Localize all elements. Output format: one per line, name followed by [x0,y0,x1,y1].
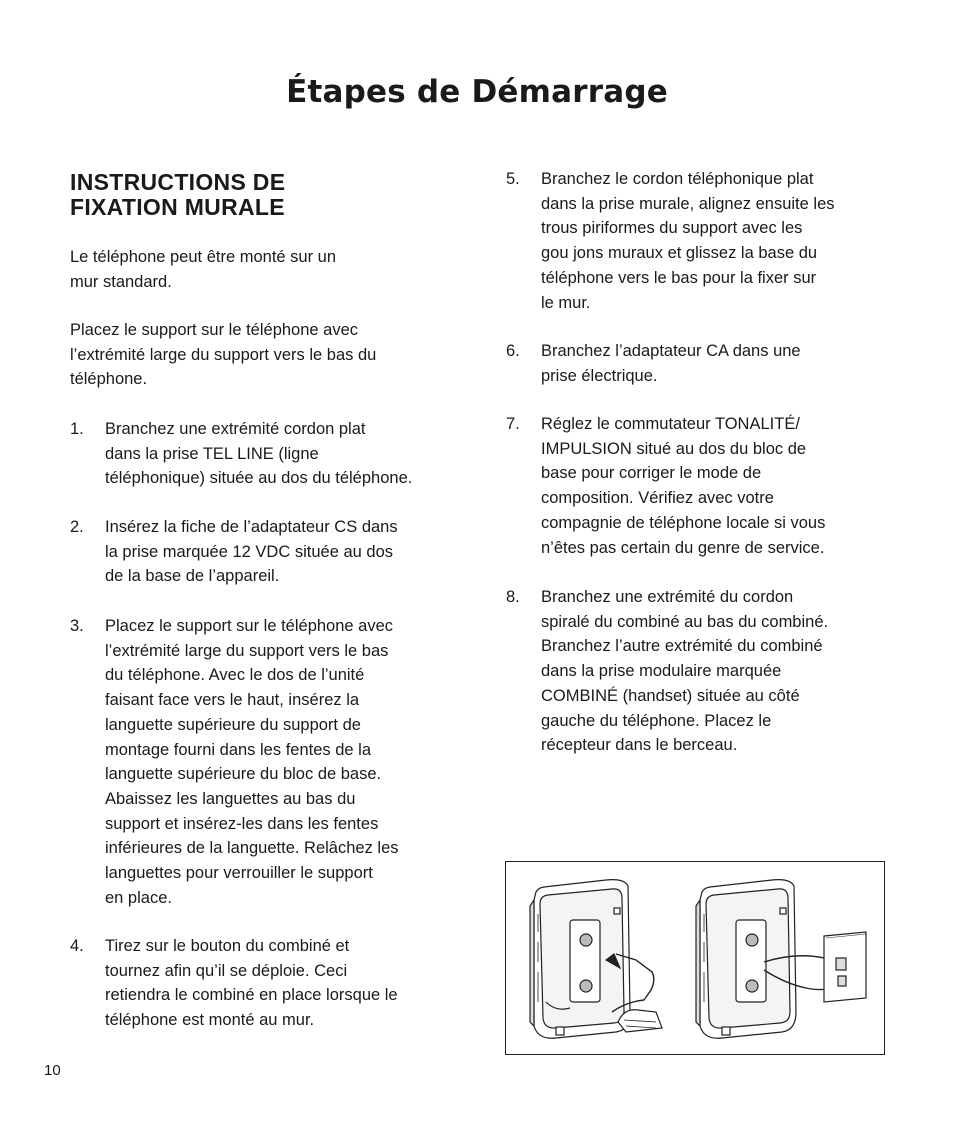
text-line: Branchez l’autre extrémité du combiné [541,637,823,656]
text-line: Branchez l’adaptateur CA dans une [541,342,801,360]
text-line: base pour corriger le mode de [541,464,762,483]
step-text [105,515,470,589]
step-text [541,585,906,758]
text-line: tournez afin qu’il se déploie. Ceci [105,961,348,980]
text-line: n’êtes pas certain du genre de service. [541,538,825,557]
step-text [105,417,470,491]
text-line: dans la prise murale, alignez ensuite les [541,194,835,213]
wall-mount-illustration [505,861,885,1055]
page-number: 10 [44,1062,61,1079]
text-line: inférieures de la languette. Relâchez les [105,839,399,858]
text-line: Tirez sur le bouton du combiné et [105,937,350,955]
step-text [105,614,470,910]
step-8 [506,585,906,758]
intro-paragraph-2 [70,318,376,392]
text-line: retiendra le combiné en place lorsque le [105,986,398,1005]
text-line: gauche du téléphone. Placez le [541,711,772,730]
text-line: languettes pour verrouiller le support [105,864,373,883]
section-heading-line: FIXATION MURALE [70,194,285,220]
text-line: languette supérieure du support de [105,715,361,734]
step-text [541,339,906,388]
text-line: la prise marquée 12 VDC située au dos [105,542,393,561]
text-line: Insérez la fiche de l’adaptateur CS dans [105,518,398,536]
page-title: Étapes de Démarrage [286,74,668,110]
text-line: Abaissez les languettes au bas du [105,789,356,808]
step-5 [506,167,906,315]
text-line: mur standard. [70,272,172,291]
step-number: 8. [506,588,520,606]
text-line: prise électrique. [541,366,658,385]
text-line: faisant face vers le haut, insérez la [105,691,360,710]
text-line: dans la prise TEL LINE (ligne [105,444,319,463]
text-line: téléphone. [70,370,148,389]
text-line: Réglez le commutateur TONALITÉ/ [541,415,800,433]
step-number: 4. [70,937,84,955]
phone-wall-mounted-icon [696,880,844,1039]
text-line: l’extrémité large du support vers le bas du [70,345,377,364]
section-heading [70,170,285,220]
step-number: 1. [70,420,84,438]
text-line: Placez le support sur le téléphone avec [70,321,359,339]
step-number: 2. [70,518,84,536]
text-line: support et insérez-les dans les fentes [105,814,379,833]
text-line: Placez le support sur le téléphone avec [105,617,394,635]
step-text [541,167,906,315]
text-line: trous piriformes du support avec les [541,219,803,238]
text-line: récepteur dans le berceau. [541,736,738,755]
text-line: composition. Vérifiez avec votre [541,489,774,508]
step-number: 7. [506,415,520,433]
text-line: spiralé du combiné au bas du combiné. [541,612,829,631]
step-text [105,934,470,1033]
section-heading-line: INSTRUCTIONS DE [70,169,286,195]
step-number: 3. [70,617,84,635]
step-7 [506,412,906,560]
text-line: téléphonique) située au dos du téléphone. [105,469,413,488]
text-line: téléphone est monté au mur. [105,1011,315,1030]
text-line: le mur. [541,293,591,312]
text-line: IMPULSION situé au dos du bloc de [541,439,807,458]
step-1 [70,417,470,491]
text-line: l’extrémité large du support vers le bas [105,641,389,660]
step-4 [70,934,470,1033]
text-line: COMBINÉ (handset) située au côté [541,686,800,705]
step-text [541,412,906,560]
text-line: languette supérieure du bloc de base. [105,765,382,784]
text-line: Le téléphone peut être monté sur un [70,248,337,266]
step-3 [70,614,470,910]
step-number: 5. [506,170,520,188]
text-line: montage fourni dans les fentes de la [105,740,372,759]
text-line: compagnie de téléphone locale si vous [541,513,826,532]
text-line: Branchez une extrémité du cordon [541,588,794,606]
text-line: de la base de l’appareil. [105,567,280,586]
text-line: du téléphone. Avec le dos de l’unité [105,666,365,685]
intro-paragraph-1 [70,245,336,294]
text-line: gou jons muraux et glissez la base du [541,244,818,263]
step-number: 6. [506,342,520,360]
text-line: dans la prise modulaire marquée [541,662,782,681]
wall-jack-icon [824,932,866,1002]
text-line: en place. [105,888,172,907]
illustration-svg [506,862,883,1053]
text-line: Branchez le cordon téléphonique plat [541,170,814,188]
step-2 [70,515,470,589]
text-line: Branchez une extrémité cordon plat [105,420,366,438]
step-6 [506,339,906,388]
text-line: téléphone vers le bas pour la fixer sur [541,268,817,287]
